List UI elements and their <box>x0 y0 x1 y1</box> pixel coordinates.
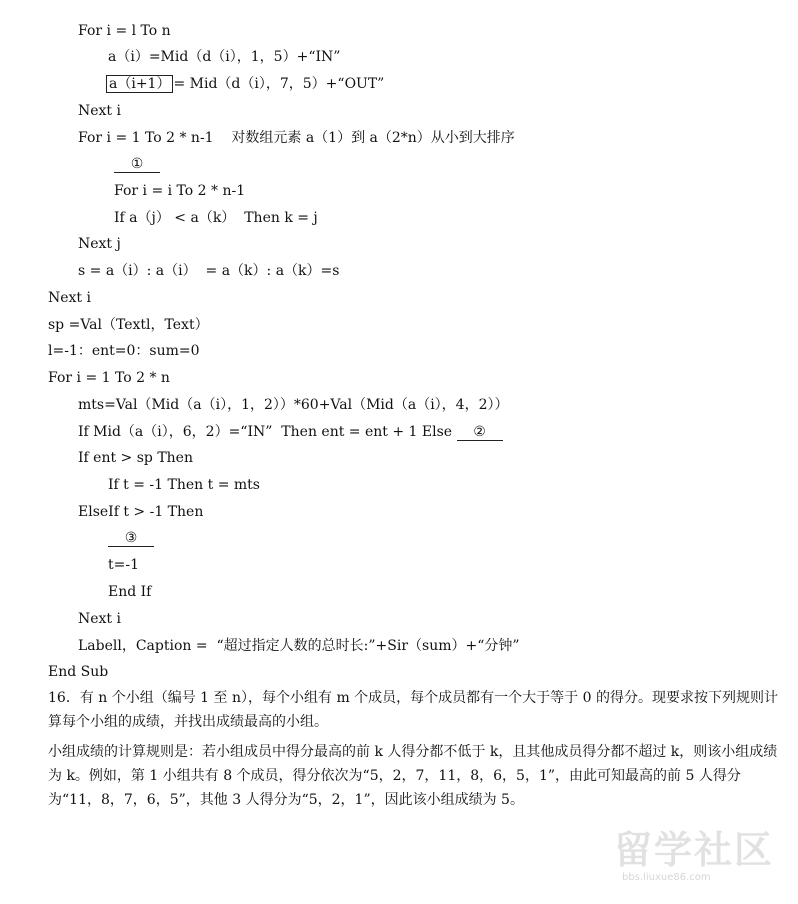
watermark-logo-text: 留学社区 <box>614 828 775 872</box>
code-line: a（i）=Mid（d（i），1，5）+“IN” <box>108 49 341 65</box>
code-line: ElseIf t > -1 Then <box>78 504 204 520</box>
code-line: mts=Val（Mid（a（i），1，2））*60+Val（Mid（a（i），4，2）） <box>78 397 509 413</box>
fill-in-blank-2: ② <box>457 424 503 441</box>
watermark-url: bbs.liuxue86.com <box>622 872 711 883</box>
code-line: End If <box>108 584 152 600</box>
code-line: End Sub <box>48 664 109 680</box>
code-line: Labell，Caption = “超过指定人数的总时长:”+Sir（sum）+“分钟” <box>78 638 520 654</box>
code-line: sp =Val（Textl，Text） <box>48 317 209 333</box>
code-line <box>108 528 154 548</box>
fill-in-blank-3: ③ <box>108 530 154 547</box>
code-line: Next j <box>78 236 121 252</box>
question-paragraph: 16．有 n 个小组（编号 1 至 n），每个小组有 m 个成员，每个成员都有一个大于等于 0 的得分。现要求按下列规则计算每个小组的成绩，并找出成绩最高的小组。 <box>48 690 778 730</box>
fill-in-blank-1: ① <box>114 156 160 173</box>
code-line <box>114 154 160 174</box>
code-line: If a（j） < a（k） Then k = j <box>114 210 318 226</box>
watermark <box>614 828 784 890</box>
code-line: s = a（i）: a（i） = a（k）: a（k）=s <box>78 263 340 279</box>
code-line: For i = l To n <box>78 23 171 39</box>
code-line: For i = 1 To 2 * n-1 对数组元素 a（1）到 a（2*n）从小到大排序 <box>78 130 515 146</box>
rule-paragraph: 小组成绩的计算规则是：若小组成员中得分最高的前 k 人得分都不低于 k，且其他成员得分都不超过 k，则该小组成绩为 k。例如，第 1 小组共有 8 个成员，得分依次为“5，2，7，11，8，6，5，1”，由此可知最高的前 5 人得分为“11，8，7，6，5”，其他 3 人得分为“5，2，1”，因此该小组成绩为 5。 <box>48 744 778 808</box>
code-line: Next i <box>48 290 91 306</box>
boxed-expression: a（i+1） <box>106 75 173 93</box>
code-line: For i = i To 2 * n-1 <box>114 183 246 199</box>
code-line <box>106 74 384 94</box>
code-line: t=-1 <box>108 557 139 573</box>
code-line: If t = -1 Then t = mts <box>108 477 260 493</box>
code-line: Next i <box>78 611 121 627</box>
code-line <box>78 422 503 442</box>
code-line: For i = 1 To 2 * n <box>48 370 170 386</box>
code-fragment: If Mid（a（i），6，2）=“IN” Then ent = ent + 1 Else <box>78 424 457 440</box>
code-line: Next i <box>78 103 121 119</box>
code-line: l=-1：ent=0：sum=0 <box>48 343 200 359</box>
code-line: If ent > sp Then <box>78 450 193 466</box>
code-fragment: = Mid（d（i），7，5）+“OUT” <box>173 76 385 92</box>
